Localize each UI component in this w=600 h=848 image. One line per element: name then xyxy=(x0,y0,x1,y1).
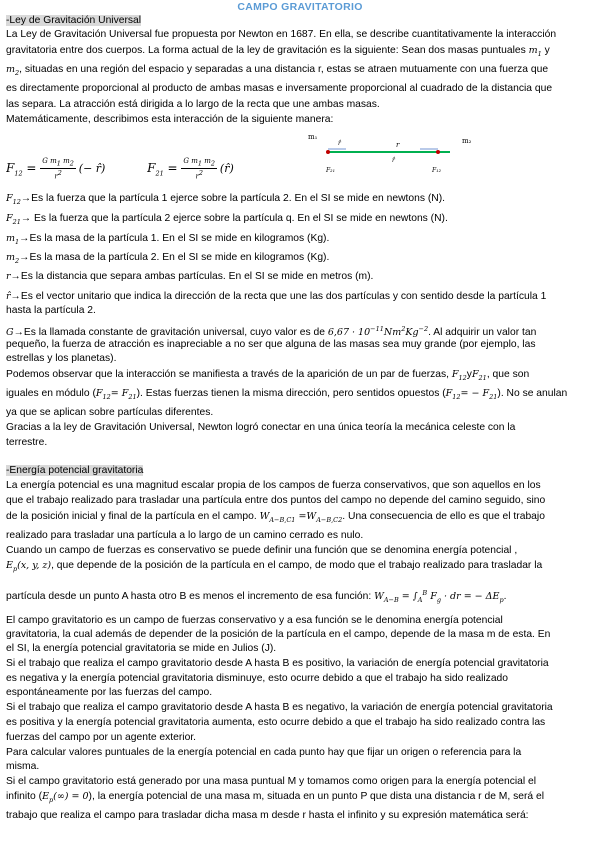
definition-rhat-cont: hasta la partícula 2. xyxy=(6,305,96,316)
paragraph-line: estrellas y los planetas). xyxy=(6,353,117,364)
definition-r: r→Es la distancia que separa ambas partículas. En el SI se mide en metros (m). xyxy=(6,271,374,282)
paragraph-line: Cuando un campo de fuerzas es conservativo se puede definir una función que se denomina energía potencial , xyxy=(6,545,518,556)
paragraph-line: La Ley de Gravitación Universal fue propuesta por Newton en 1687. En ella, se describe cuantitativamente la interacción xyxy=(6,29,557,40)
paragraph-line: el SI, la energía potencial gravitatoria se mide en Julios (J). xyxy=(6,643,277,654)
two-masses-diagram xyxy=(300,128,480,180)
definition-f12: $F_{12}\to Es$ la fuerza que la partícula 1 ejerce sobre la partícula 2. En el SI se mide en newtons (N). xyxy=(6,193,445,206)
diagram-label-m1: m₁ xyxy=(308,133,318,141)
paragraph-line: misma. xyxy=(6,761,40,772)
diagram-label-F12: F₁₂ xyxy=(432,167,441,174)
paragraph-line: terrestre. xyxy=(6,437,48,448)
paragraph-line: Si el campo gravitatorio está generado por una masa puntual M y tomamos como origen para la energía potencial el xyxy=(6,776,537,787)
paragraph-line: infinito $(E_p(\infty) = 0)$, la energía potencial de una masa m, situada en un punto P que dista una distancia r de M, será el xyxy=(6,791,544,804)
paragraph-line: Si el trabajo que realiza el campo gravitatorio desde A hasta B es negativo, la variación de energía potencial gravitatoria xyxy=(6,702,553,713)
diagram-label-rhat-1: r̂ xyxy=(338,140,341,147)
paragraph-line: es negativa y la energía potencial gravitatoria disminuye, esto ocurre debido a que el trabajo ha sido realizado xyxy=(6,673,508,684)
paragraph-line: ya que se aplican sobre partículas diferentes. xyxy=(6,407,214,418)
paragraph-line: gravitatoria, la cual además de depender de la posición de la partícula en el campo, depende de la masa m de esta. En xyxy=(6,629,551,640)
paragraph-line: gravitatoria entre dos cuerpos. La forma actual de la ley de gravitación es la siguiente: Sean dos masas puntuales $m_1$ y xyxy=(6,45,550,58)
definition-f21: $F_{21}\to Es$ la fuerza que la partícula 2 ejerce sobre la partícula q. En el SI se mide en newtons (N). xyxy=(6,213,448,226)
diagram-label-rhat-2: r̂ xyxy=(392,157,395,164)
paragraph-line: es directamente proporcional al producto de ambas masas e inversamente proporcional al cuadrado de la distancia que xyxy=(6,83,553,94)
paragraph-line: Matemáticamente, describimos esta interacción de la siguiente manera: xyxy=(6,114,334,125)
definition-rhat: r̂→Es el vector unitario que indica la dirección de la recta que une las dos partículas y con sentido desde la partícula 1 xyxy=(6,291,547,302)
paragraph-line: pequeño, la fuerza de atracción es inapreciable a no ser que alguna de las masas sea muy grande (por ejemplo, las xyxy=(6,339,536,350)
definition-m1: $m_1\to Es$ la masa de la partícula 1. En el SI se mide en kilogramos (Kg). xyxy=(6,233,330,246)
mass-2-point xyxy=(436,150,440,154)
paragraph-line: es positiva y la energía potencial gravitatoria aumenta, esto ocurre debido a que el trabajo ha sido realizado contra las xyxy=(6,717,546,728)
paragraph-line: espontáneamente por las fuerzas del campo. xyxy=(6,687,213,698)
diagram-label-r: r xyxy=(396,141,400,149)
paragraph-line: $E_p(x$, y, z), que depende de la posición de la partícula en el campo, de modo que el trabajo realizado para trasladar la xyxy=(6,560,543,573)
paragraph-line: trabajo que realiza el campo para trasladar dicha masa m desde r hasta el infinito y su expresión matemática será: xyxy=(6,810,529,821)
paragraph-line: de la posición inicial y final de la partícula en el campo. $W_{A-B,C1} =W_{A-B,C2}$. Una consecuencia de ello es que el trabajo xyxy=(6,511,545,524)
page-title: CAMPO GRAVITATORIO xyxy=(237,1,363,13)
diagram-label-m2: m₂ xyxy=(462,137,472,145)
mass-1-point xyxy=(326,150,330,154)
paragraph-line: El campo gravitatorio es un campo de fuerzas conservativo y a esa función se le denomina energía potencial xyxy=(6,615,503,626)
definition-g: G→Es la llamada constante de gravitación universal, cuyo valor es de $6,67 \cdot 10^{-11}Nm^2Kg^{-2}$. Al adquirir un valor tan xyxy=(6,325,537,339)
paragraph-line: Gracias a la ley de Gravitación Universal, Newton logró conectar en una única teoría la mecánica celeste con la xyxy=(6,422,516,433)
newton-formulas: $F_{12}$ = $\frac{G m_1 m_2}{r^2}$ (− r̂) $F_{21}$ = $\frac{G m_1 m_2}{r^2}$ (r̂) xyxy=(6,156,234,181)
paragraph-line: que el trabajo realizado para trasladar una partícula entre dos puntos del campo no depende del camino seguido, sino xyxy=(6,495,546,506)
diagram-label-F21: F₂₁ xyxy=(326,167,335,174)
paragraph-line: partícula desde un punto A hasta otro B es menos el incremento de esa función: $W_{A-B} = \int_A^B$ $F_g$ · dr = − $\Delta E_p$. xyxy=(6,589,507,604)
definition-m2: $m_2\to Es$ la masa de la partícula 2. En el SI se mide en kilogramos (Kg). xyxy=(6,252,330,265)
paragraph-line: iguales en módulo $(F_{12}= F_{21})$. Estas fuerzas tienen la misma dirección, pero sentidos opuestos $(F_{12}= - F_{21})$. No se anulan xyxy=(6,388,568,401)
paragraph-line: Si el trabajo que realiza el campo gravitatorio desde A hasta B es positivo, la variación de energía potencial gravitatoria xyxy=(6,658,549,669)
paragraph-line: fuerzas del campo por un agente exterior. xyxy=(6,732,197,743)
section-heading-potential-energy: -Energía potencial gravitatoria xyxy=(6,465,144,476)
paragraph-line: La energía potencial es una magnitud escalar propia de los campos de fuerza conservativos, que son aquellos en los xyxy=(6,480,541,491)
paragraph-line: realizado para trasladar una partícula a lo largo de un camino cerrado es nulo. xyxy=(6,530,364,541)
paragraph-line: $m_2$, situadas en una región del espacio y separadas a una distancia r, estas se atraen mutuamente con una fuerza que xyxy=(6,64,549,77)
section-heading-gravitation-law: -Ley de Gravitación Universal xyxy=(6,15,142,26)
paragraph-line: las separa. La atracción está dirigida a lo largo de la recta que une ambas masas. xyxy=(6,99,380,110)
paragraph-line: Podemos observar que la interacción se manifiesta a través de la aparición de un par de fuerzas, $F_{12}yF_{21}$, que son xyxy=(6,369,530,382)
paragraph-line: Para calcular valores puntuales de la energía potencial en cada punto hay que fijar un origen o referencia para la xyxy=(6,747,522,758)
